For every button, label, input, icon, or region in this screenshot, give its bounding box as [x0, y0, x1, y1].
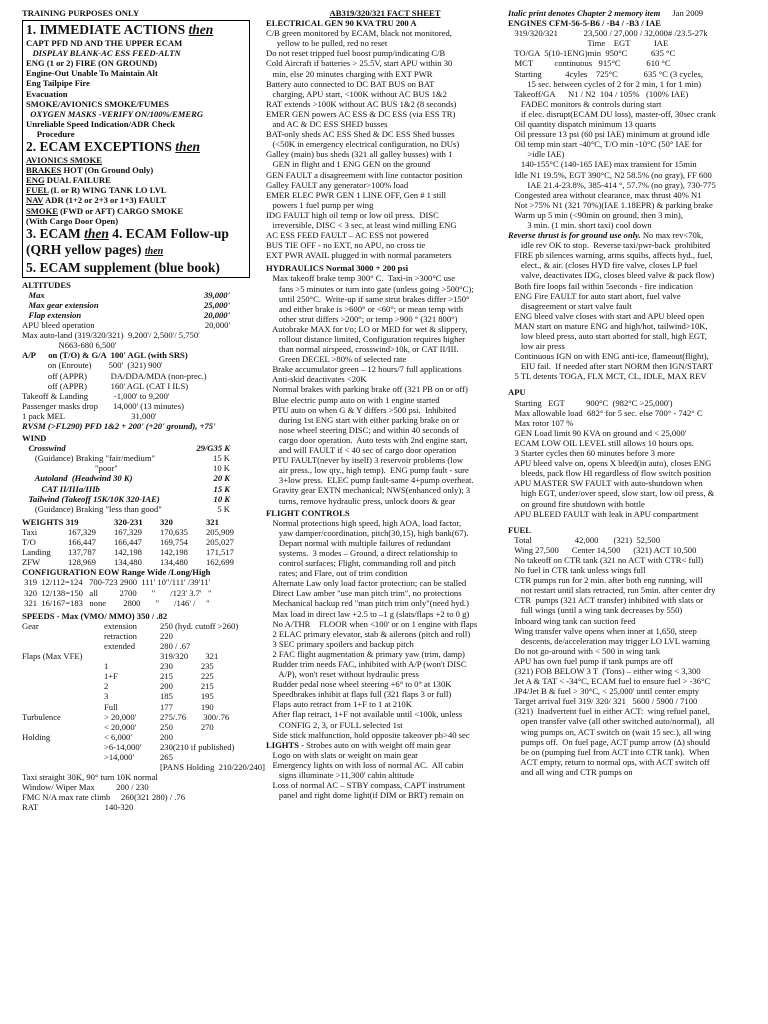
text-line: Green DECEL >80% of selected rate [266, 354, 407, 365]
hydraulics-title: HYDRAULICS Normal 3000 + 200 psi [266, 263, 409, 274]
text-line: DISPLAY BLANK-AC ESS FEED-ALTN [26, 48, 181, 59]
text-line: Loss of normal AC – STBY compass, CAPT instrument [266, 780, 466, 791]
text-line: pumps off. On fuel page, ACT pump arrow (Δ) should [508, 736, 710, 747]
text-line: descents, de/acceleration may trigger LO LVL warning [508, 635, 710, 646]
text-line: Both fire loops fail within 5seconds - fire indication [508, 280, 693, 291]
weights-row: ZFW 128,969 134,480 134,480 162,699 [22, 557, 234, 568]
text-line: APU has own fuel pump if tank pumps are off [508, 655, 674, 666]
text-line: (<50K in emergency electrical configuration, no DUs) [266, 139, 460, 150]
text-line: Normal protections high speed, high AOA, load factor, [266, 517, 462, 528]
wind-row: Autoland (Headwind 30 K) 20 K [22, 473, 230, 484]
text-line: Eng Tailpipe Fire [26, 78, 90, 89]
text-line: ECAM LOW OIL LEVEL still allows 10 hours ops. [508, 437, 694, 448]
speeds-row: < 20,000' 250 270 [104, 721, 214, 732]
text-line: than normal airspeed, crosswind>10k, or CAT II/III. [266, 344, 459, 355]
text-line: open transfer valve (all other switched auto/normal), all [508, 716, 715, 727]
text-line: turns, remove hydraulic press, unlock doors & gear [266, 495, 456, 506]
text-line: 1 pack MEL 31,000' [22, 410, 157, 421]
text-line: Warm up 5 min (<90min on ground, then 3 min), [508, 209, 683, 220]
text-line: Max rotor 107 % [508, 417, 574, 428]
text-line: 3+low press. ELEC pump fault-same 4+pump overheat. [266, 475, 474, 486]
lights-list [266, 750, 504, 800]
text-line: Logo on with slats or weight on main gear [266, 749, 419, 760]
wind-row: (Guidance) Braking "less than good" 5 K [22, 503, 230, 514]
apu-title: APU [508, 387, 526, 398]
exception-item: AVIONICS SMOKE [26, 155, 103, 166]
speeds-row: Holding < 6,000' 200 [22, 731, 173, 742]
text-line: 3 min. (1 min. short taxi) cool down [508, 219, 652, 230]
qrh-line: (QRH yellow pages) then [26, 241, 164, 257]
text-line: Takeoff & Landing -1,000' to 9,200' [22, 390, 170, 401]
speeds-row: >14,000' 265 [104, 752, 173, 762]
text-line: APU MASTER SW FAULT with auto-shutdown when [508, 478, 703, 489]
speeds-row: >6-14,000' 230(210 if published) [104, 741, 235, 752]
text-line: systems. 3 modes – Ground, a direct relationship to [266, 547, 458, 558]
text-line: CTR pumps run for 2 min. after both eng running, will [508, 575, 703, 586]
text-line: Cold Aircraft if batteries > 25.5V, start APU within 30 [266, 58, 453, 69]
text-line: Not >75% N1 (321 70%)(IAE 1.18EPR) & parking brake [508, 199, 713, 210]
text-line: high EGT, under/over speed, slow start, low oil press, & [508, 488, 715, 499]
text-line: Normal brakes with parking brake off (321 PB on or off) [266, 384, 468, 395]
immediate-actions-title: 1. IMMEDIATE ACTIONS then [26, 22, 214, 38]
text-line: and will FAULT if < 40 sec of cargo door operation [266, 445, 457, 456]
text-line: AC ESS FEED FAULT – AC ESS not powered [266, 230, 429, 241]
text-line: Max takeoff brake temp 300° C. Taxi-in >300°C use [266, 273, 456, 284]
text-line: air press., low qty., high temp). ENG pump fault - sure [266, 465, 469, 476]
text-line: FIRE pb silences warning, arms squibs, affects hyd., fuel, [508, 250, 713, 261]
text-line: irreversible, DISC < 3 sec, at least wind milling ENG [266, 219, 457, 230]
fact-sheet-title: AB319/320/321 FACT SHEET [329, 8, 441, 18]
text-line: Oil temp min start -40°C, T/O min -10°C (50° IAE for [508, 139, 702, 150]
text-line: on ground fire shutdown with bottle [508, 498, 645, 509]
text-line: Oil quantity dispatch minimum 13 quarts [508, 119, 656, 130]
text-line: (321) FOB BELOW 3 T (Tons) – either wing < 3,300 [508, 666, 701, 676]
text-line: 5 TL detents TOGA, FLX MCT, CL, IDLE, MAX REV [508, 371, 707, 382]
weights-row: Taxi 167,329 167,329 170,635 205,909 [22, 526, 234, 537]
column-middle [266, 8, 504, 800]
text-line: wing pumps on, ACT switch on (wait 15 sec.), all wing [508, 726, 711, 737]
text-line: EMER GEN powers AC ESS & DC ESS (via ESS TR) [266, 108, 456, 119]
text-line: low air press [508, 341, 565, 352]
weights-row: T/O 166,447 166,447 169,754 205,027 [22, 537, 234, 548]
speeds-row: 1+F 215 225 [104, 671, 214, 682]
altitude-row: Max 39,000' [22, 289, 230, 300]
text-line: CONFIG 2, 3, or FULL selected 1st [266, 719, 403, 730]
text-line: EMER ELEC PWR GEN 1 LINE OFF, Gen # 1 still [266, 189, 447, 200]
text-line: Battery auto connected to DC BAT BUS on BAT [266, 78, 435, 89]
text-line: A/P on (T/O) & G/A 100' AGL (with SRS) [22, 350, 188, 361]
ecam-exceptions-title: 2. ECAM EXCEPTIONS then [26, 139, 201, 155]
text-line: Window/ Wiper Max 200 / 230 [22, 782, 149, 793]
text-line: during 1st ENG start with either parking brake on or [266, 414, 460, 425]
configuration-header: CONFIGURATION EOW Range Wide /Long/High [22, 567, 211, 578]
text-line: Total 42,000 (321) 52,500 [508, 534, 661, 545]
header-right: Italic print denotes Chapter 2 memory item Jan 2009 [508, 8, 704, 18]
exception-item: FUEL (L or R) WING TANK LO LVL [26, 185, 167, 196]
text-line: signs illuminate >11,300' cabin altitude [266, 770, 415, 781]
text-line: MAN start on mature ENG and high/hot, tailwind>10K, [508, 320, 708, 331]
text-line: Autobrake MAX for t/o; LO or MED for wet & slippery, [266, 323, 468, 334]
flight-controls-list [266, 518, 504, 740]
text-line: ENG Fire FAULT for auto start abort, fuel valve [508, 290, 681, 301]
text-line: 319/320/321 23,500 / 27,000 / 32,000# /23.5-27k [508, 28, 708, 39]
wind-row: CAT II/IIIa/IIIb 15 K [22, 483, 230, 494]
speeds-row: retraction 220 [104, 630, 173, 641]
text-line: >idle IAE) [508, 149, 565, 160]
text-line: SMOKE/AVIONICS SMOKE/FUMES [26, 98, 169, 109]
text-line: Blue electric pump auto on with 1 engine started [266, 394, 440, 405]
text-line: Taxi straight 30K, 90° turn 10K normal [22, 772, 158, 783]
text-line: APU bleed valve on, opens X bleed(in auto), closes ENG [508, 458, 712, 469]
text-line: RAT 140-320 [22, 802, 134, 813]
text-line: Congested area without clearance, max thrust 40% N1 [508, 189, 702, 200]
text-line: ACT empty, return to normal ops, with ACT switch off [508, 756, 710, 767]
text-line: GEN in flight and 1 ENG GEN on the ground [266, 159, 431, 170]
text-line: PTU auto on when G & Y differs >500 psi. Inhibited [266, 404, 456, 415]
text-line: off (APPR) DA/DDA/MDA (non-prec.) [22, 370, 207, 381]
text-line: Speedbrakes inhibit at flaps full (321 flaps 3 or full) [266, 689, 452, 700]
text-line: FMC N/A max rate climb 260(321 280) / .76 [22, 792, 186, 803]
memory-items-box [22, 20, 250, 278]
text-line: Rudder pedal nose wheel steering +6° to 0° at 130K [266, 679, 452, 690]
text-line: Do not go-around with < 500 in wing tank [508, 645, 661, 656]
electrical-list [266, 28, 504, 260]
weights-table [22, 527, 250, 567]
text-line: min, else 20 minutes charging with EXT PWR [266, 68, 433, 79]
text-line: Depart normal with multiple failures of redundant [266, 537, 451, 548]
text-line: Time EGT IAE [508, 38, 669, 49]
ecam-follow-up: 3. ECAM then 4. ECAM Follow-up [26, 225, 229, 241]
text-line: GEN Load limit 90 KVA on ground and < 25,000' [508, 427, 687, 438]
text-line: nose wheel steering DISC; and within 40 seconds of [266, 424, 459, 435]
text-line: Continuous IGN on with ENG anti-ice, flameout(flight), [508, 351, 709, 362]
configuration-list [22, 577, 250, 607]
speeds-row: 1 230 235 [104, 661, 214, 672]
text-line: Do not reset tripped fuel boost pump/indicating C/B [266, 48, 446, 59]
altitude-row: N663-680 6,500' [22, 340, 117, 351]
text-line: BUS TIE OFF - no EXT, no APU, no cross tie [266, 240, 426, 251]
altitude-row: APU bleed operation 20,000' [22, 320, 230, 331]
text-line: Passenger masks drop 14,000' (13 minutes) [22, 400, 184, 411]
text-line: fans >5 minutes or turn into gate (unless going >500°C); [266, 283, 474, 294]
text-line: C/B green monitored by ECAM, black not monitored, [266, 28, 452, 39]
exception-item: NAV ADR (1+2 or 2+3 or 1+3) FAULT [26, 195, 167, 206]
speeds-row: 3 185 195 [104, 691, 214, 702]
apu-list [508, 398, 756, 519]
text-line: Evacuation [26, 88, 68, 99]
text-line: Emergency lights on with loss of normal AC. All cabin [266, 759, 464, 770]
text-line: panel and right dome light(if DIM or BRT) remain on [266, 790, 464, 801]
text-line: IAE 21.4-23.8%, 385-414 °, 57.7% (no gray), 730-775 [508, 179, 716, 190]
text-line: Direct Law amber "use man pitch trim", no protections [266, 588, 462, 599]
speeds-row: Flaps (Max VFE) 319/320 321 [22, 651, 219, 662]
text-line: off (APPR) 160' AGL (CAT I ILS) [22, 380, 189, 391]
immediate-actions-list [26, 38, 246, 139]
text-line: Brake accumulator green – 12 hours/7 full applications [266, 364, 462, 375]
text-line: No takeoff on CTR tank (321 no ACT with CTR< full) [508, 554, 704, 565]
text-line: 2 ELAC primary elevator, stab & ailerons (pitch and roll) [266, 628, 471, 639]
ecam-supplement: 5. ECAM supplement (blue book) [26, 259, 220, 275]
text-line: RVSM (>FL290) PFD 1&2 + 200' (+20' ground), +75' [22, 421, 216, 431]
speeds-row: extended 280 / .67 [104, 640, 191, 651]
header-left: TRAINING PURPOSES ONLY [22, 8, 140, 18]
text-line: Anti-skid deactivates <20K [266, 374, 367, 385]
text-line: MCT continuous 915°C 610 °C [508, 58, 671, 69]
text-line: Unreliable Speed Indication/ADR Check [26, 118, 176, 129]
lights-title: LIGHTS - Strobes auto on with weight off main gear [266, 739, 451, 750]
wind-row: "poor" 10 K [22, 463, 230, 474]
text-line: ENG (1 or 2) FIRE (ON GROUND) [26, 58, 158, 69]
text-line: 15 sec. between cycles of 2 for 2 min, 1 for 1 min) [508, 78, 702, 89]
exception-item: SMOKE (FWD or AFT) CARGO SMOKE [26, 205, 184, 216]
text-line: EIU fail. If needed after start NORM then IGN/START [508, 361, 713, 372]
text-line: and all wing and CTR pumps on [508, 766, 633, 777]
speeds-extra [22, 772, 250, 812]
text-line: Rudder trim needs FAC, inhibited with A/P (won't DISC [266, 659, 467, 669]
wind-title: WIND [22, 433, 47, 444]
text-line: Max allowable load 682° for 5 sec. else 700° - 742° C [508, 407, 703, 418]
text-line: Idle N1 19.5%, EGT 390°C, N2 58.5% (no gray), FF 600 [508, 169, 712, 180]
engines-title: ENGINES CFM-56-5-B6 / -B4 / -B3 / IAE [508, 18, 662, 29]
text-line: CTR pumps (321 ACT transfer) inhibited with slats or [508, 595, 704, 606]
text-line: EXT PWR AVAIL plugged in with normal parameters [266, 250, 452, 261]
altitude-row: Max gear extension 25,000' [22, 299, 230, 310]
text-line: FADEC monitors & controls during start [508, 98, 662, 109]
text-line: JP4/Jet B & fuel > 30°C, < 25,000' until center empty [508, 686, 700, 697]
reverse-thrust-line: Reverse thrust is for ground use only. No max rev<70k, [508, 230, 704, 241]
text-line: PTU FAULT(never by itself) 3 reservoir problems (low [266, 455, 464, 466]
hydraulics-list [266, 273, 504, 505]
text-line: OXYGEN MASKS -VERIFY ON/100%/EMERG [26, 108, 204, 119]
text-line: 321 16/167=183 none 2800 " /146' / " [22, 597, 210, 608]
text-line: Wing transfer valve opens when inner at 1,650, steep [508, 625, 697, 636]
text-line: Flaps auto retract from 1+F to 1 at 210K [266, 699, 412, 710]
text-line: Galley (main) bus sheds (321 all galley busses) with 1 [266, 149, 453, 160]
text-line: APU BLEED FAULT with leak in APU compartment [508, 508, 699, 519]
speeds-row: 2 200 215 [104, 681, 214, 692]
text-line: control surfaces; Flight, commanding roll and pitch [266, 558, 456, 569]
text-line: yellow to be pulled, red no reset [266, 38, 388, 49]
wind-list [22, 443, 250, 514]
text-line: ENG bleed valve closes with start and APU bleed open [508, 310, 705, 321]
speeds-table [22, 620, 265, 773]
text-line: Mechanical backup red "man pitch trim only"(need hyd.) [266, 598, 469, 609]
text-line: Procedure [26, 128, 75, 139]
exception-item: ENG DUAL FAILURE [26, 175, 111, 186]
text-line: low bleed press, auto start aborted for stall, high EGT, [508, 331, 707, 341]
text-line: RAT extends >100K without AC BUS 1&2 (8 seconds) [266, 98, 457, 109]
text-line: bleeds, pack flow HI regardless of flow switch position [508, 468, 712, 479]
text-line: BAT-only sheds AC ESS Shed & DC ESS Shed busses [266, 129, 455, 140]
altitude-row: Max auto-land (319/320/321) 9,200'/ 2,500'/ 5,750' [22, 330, 200, 341]
text-line: 319 12/112=124 700-723 2900 111' 10"/111' /39'11' [22, 577, 211, 588]
weights-header: WEIGHTS 319 320-231 320 321 [22, 516, 219, 527]
speeds-row: Turbulence > 20,000' 275/.76 300/.76 [22, 711, 230, 722]
text-line: CAPT PFD ND AND THE UPPER ECAM [26, 38, 183, 49]
text-line: After flap retract, 1+F not available until <100k, unless [266, 709, 463, 720]
flight-controls-title: FLIGHT CONTROLS [266, 507, 350, 518]
text-line: idle rev OK to stop. Reverse taxi/pwr-back prohibited [508, 240, 711, 251]
text-line: Takeoff/GA N1 / N2 104 / 105% (100% IAE) [508, 88, 689, 99]
text-line: No fuel in CTR tank unless wings full [508, 565, 646, 576]
text-line: Wing 27,500 Center 14,500 (321) ACT 10,500 [508, 544, 697, 555]
text-line: No A/THR FLOOR when <100' or on 1 engine with flaps [266, 618, 478, 629]
speeds-row: [PANS Holding 210/220/240] [160, 762, 265, 773]
column-left [22, 8, 265, 813]
text-line: cargo door operation. Auto tests with 2nd engine start, [266, 434, 468, 445]
text-line: 2 FAC flight augmentation & primary yaw (trim, damp) [266, 648, 465, 659]
text-line: Max load in direct law +2.5 to –1 g (slats/flaps +2 to 0 g) [266, 608, 470, 619]
text-line: and either brake is >600° or <60°; or mean temp with [266, 303, 463, 314]
text-line: full wings (until a wing tank decreases by 550) [508, 605, 683, 616]
altitude-row: Flap extension 20,000' [22, 309, 230, 320]
wind-row: Crosswind 29/G35 K [22, 443, 230, 454]
text-line: 3 Starter cycles then 60 minutes before 3 more [508, 448, 675, 459]
text-line: Alternate Law only load factor protection; can be stalled [266, 578, 467, 589]
wind-row: (Guidance) Braking "fair/medium" 15 K [22, 453, 230, 464]
text-line: A/P), won't reset without hydraulic press [266, 669, 419, 680]
exception-item: BRAKES HOT (On Ground Only) [26, 165, 154, 176]
speeds-row: Full 177 190 [104, 701, 214, 712]
text-line: TO/GA 5(10-1ENG)min 950°C 635 °C [508, 48, 676, 59]
electrical-title: ELECTRICAL GEN 90 KVA TRU 200 A [266, 18, 417, 29]
text-line: and AC & DC ESS SHED busses [266, 119, 388, 130]
fuel-title: FUEL [508, 524, 531, 535]
text-line: be on (pumping fuel from ACT into CTR tank). When [508, 746, 710, 757]
text-line: 3 SEC primary spoilers and backup pitch [266, 638, 414, 649]
text-line: elect., & air. (closes HYD fire valve, closes LP fuel [508, 260, 698, 271]
text-line: not restart until slats retracted, run 5min. after center dry [508, 585, 716, 596]
text-line: Gravity gear EXTN mechanical; NWS(enhanced only); 3 [266, 485, 471, 496]
text-line: rollout distance limited, Configuration requires higher [266, 334, 466, 344]
text-line: 140-155°C (140-165 IAE) max transient for 15min [508, 159, 697, 170]
text-line: yaw damper/coordination, pitch(30,15), high bank(67). [266, 527, 469, 538]
text-line: (321) Inadvertent fuel in either ACT: wing refuel panel, [508, 706, 710, 717]
engines-list-2 [508, 240, 756, 381]
altitudes-title: ALTITUDES [22, 279, 71, 290]
text-line: rates; and Flare, out of trim condition [266, 568, 408, 579]
text-line: Starting EGT 900°C (982°C >25,000') [508, 397, 673, 408]
text-line: until 250°C. Write-up if same strut brakes differ >150° [266, 293, 470, 304]
text-line: IDG FAULT high oil temp or low oil press. DISC [266, 209, 439, 220]
autopilot-list [22, 350, 250, 431]
exception-item: (With Cargo Door Open) [26, 215, 119, 226]
text-line: Oil pressure 13 psi (60 psi IAE) minimum at ground idle [508, 129, 710, 140]
text-line: other strut differs >200°; or temp >900 ° (321 800°) [266, 313, 458, 324]
text-line: Engine-Out Unable To Maintain Alt [26, 68, 158, 79]
text-line: powers 1 fuel pump per wing [266, 199, 374, 210]
fuel-list [508, 535, 756, 777]
text-line: Side stick malfunction, hold opposite takeover pb>40 sec [266, 729, 470, 740]
text-line: charging, APU start, <100K without AC BUS 1&2 [266, 88, 447, 99]
text-line: Jet A & TAT < -34°C, ECAM fuel to ensure fuel > -36°C [508, 676, 711, 687]
column-right [508, 8, 756, 777]
text-line: on (Enroute) 500' (321) 900' [22, 360, 163, 371]
text-line: Inboard wing tank can suction feed [508, 615, 636, 626]
speeds-title: SPEEDS - Max (VMO/ MMO) 350 / .82 [22, 610, 168, 621]
engines-list [508, 28, 756, 230]
weights-row: Landing 137,787 142,198 142,198 171,517 [22, 547, 234, 558]
text-line: Target arrival fuel 319/ 320/ 321 5600 / 5900 / 7100 [508, 696, 698, 707]
wind-row: Tailwind (Takeoff 15K/10K 320-IAE) 10 K [22, 493, 230, 504]
text-line: valve, deactivates IDG, closes bleed valve & pack flow) [508, 270, 715, 281]
text-line: Starting 4cyles 725°C 635 °C (3 cycles, [508, 68, 703, 79]
altitudes-list [22, 290, 250, 351]
ecam-exceptions-list [26, 155, 246, 226]
text-line: 320 12/138=150 all 2700 " /123' 3.7' " [22, 587, 212, 598]
text-line: Galley FAULT any generator>100% load [266, 179, 409, 190]
speeds-row: Gear extension 250 (hyd. cutoff >260) [22, 620, 239, 631]
text-line: GEN FAULT a disagreement with line contactor position [266, 169, 463, 180]
text-line: disagreement or start valve fault [508, 300, 632, 311]
text-line: if elec. disrupt(ECAM DU loss), master-off, 30sec crank [508, 108, 716, 119]
